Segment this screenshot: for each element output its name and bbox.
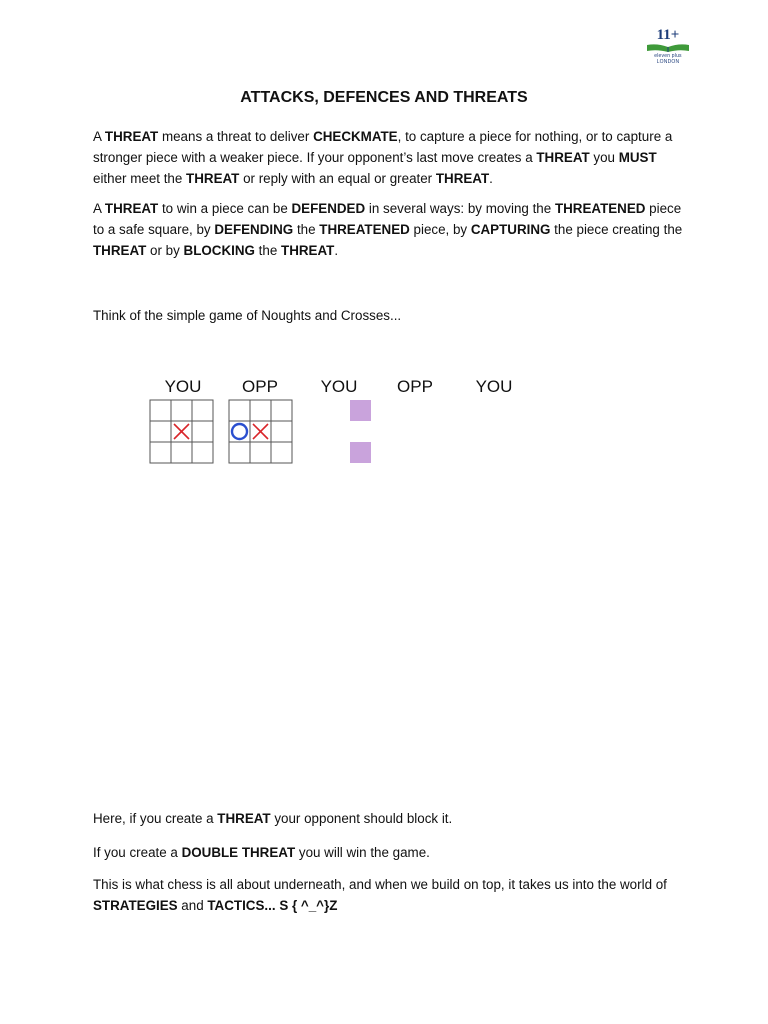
- text-run: A: [93, 201, 105, 216]
- text-run: piece, by: [409, 222, 471, 237]
- board-row1-1: [150, 400, 213, 463]
- text-run: or reply with an equal or greater: [239, 171, 436, 186]
- highlight-cell: [350, 400, 371, 421]
- bold-text: THREAT: [93, 243, 147, 258]
- text-run: to win a piece can be: [158, 201, 292, 216]
- text-run: .: [334, 243, 339, 258]
- bold-text: THREAT: [281, 243, 335, 258]
- player-header: YOU: [320, 377, 358, 396]
- text-run: means a threat to deliver: [158, 129, 314, 144]
- text-run: either meet the: [93, 171, 187, 186]
- book-icon: [645, 43, 691, 53]
- bold-text: THREAT: [217, 811, 271, 826]
- text-run: , to capture a piece for nothing, or to capture a stronger piece with a weaker piece. If your opponent’s last move creates a: [93, 129, 673, 165]
- bold-text: CHECKMATE: [313, 129, 398, 144]
- text-run: the piece creating the: [550, 222, 683, 237]
- bold-text: THREAT: [104, 129, 159, 144]
- logo-subtext-1: eleven plus: [654, 53, 682, 59]
- player-header: OPP: [242, 377, 278, 396]
- bold-text: DEFENDED: [291, 201, 366, 216]
- highlight-cell: [350, 442, 371, 463]
- text-run: Think of the simple game of Noughts and Crosses...: [93, 308, 402, 323]
- bold-text: THREATENED: [319, 222, 410, 237]
- text-run: This is what chess is all about underneath, and when we build on top, it takes us into the world of: [93, 877, 667, 892]
- noughts-and-crosses-diagram: [140, 370, 640, 770]
- page-title: ATTACKS, DEFENCES AND THREATS: [240, 89, 528, 106]
- bold-text: DOUBLE THREAT: [181, 845, 296, 860]
- bold-text: BLOCKING: [183, 243, 255, 258]
- threat-definition-paragraph: [93, 126, 683, 189]
- bold-text: THREATENED: [554, 201, 646, 216]
- bold-text: THREAT: [435, 171, 490, 186]
- text-run: and: [177, 898, 208, 913]
- bold-text: CAPTURING: [470, 222, 551, 237]
- bold-text: MUST: [618, 150, 657, 165]
- text-run: piece to a safe square, by: [93, 201, 682, 237]
- chess-strategy-paragraph: [93, 874, 683, 916]
- bold-text: DEFENDING: [214, 222, 294, 237]
- eleven-plus-london-logo: [640, 28, 696, 70]
- text-run: the: [293, 222, 320, 237]
- text-run: you: [589, 150, 619, 165]
- board-row1-3: [350, 400, 371, 463]
- player-header: YOU: [164, 377, 202, 396]
- noughts-intro-paragraph: [93, 305, 683, 326]
- text-run: you will win the game.: [295, 845, 430, 860]
- logo-text: 11+: [656, 27, 680, 43]
- nought-mark: [232, 424, 247, 439]
- text-run: If you create a: [93, 845, 182, 860]
- text-run: Here, if you create a: [93, 811, 218, 826]
- text-run: .: [489, 171, 493, 186]
- bold-text: THREAT: [104, 201, 159, 216]
- text-run: your opponent should block it.: [270, 811, 453, 826]
- double-threat-paragraph: [93, 842, 683, 863]
- bold-text: S { ^_^}Z: [279, 898, 338, 913]
- text-run: in several ways: by moving the: [365, 201, 555, 216]
- board-row1-2: [229, 400, 292, 463]
- bold-text: THREAT: [536, 150, 590, 165]
- defence-paragraph: [93, 198, 683, 261]
- bold-text: TACTICS...: [207, 898, 276, 913]
- text-run: the: [254, 243, 282, 258]
- logo-subtext-2: LONDON: [656, 59, 680, 65]
- text-run: or by: [146, 243, 184, 258]
- player-header: OPP: [397, 377, 433, 396]
- threat-block-paragraph: [93, 808, 683, 829]
- player-header: YOU: [475, 377, 513, 396]
- bold-text: STRATEGIES: [93, 898, 178, 913]
- text-run: A: [93, 129, 105, 144]
- bold-text: THREAT: [186, 171, 240, 186]
